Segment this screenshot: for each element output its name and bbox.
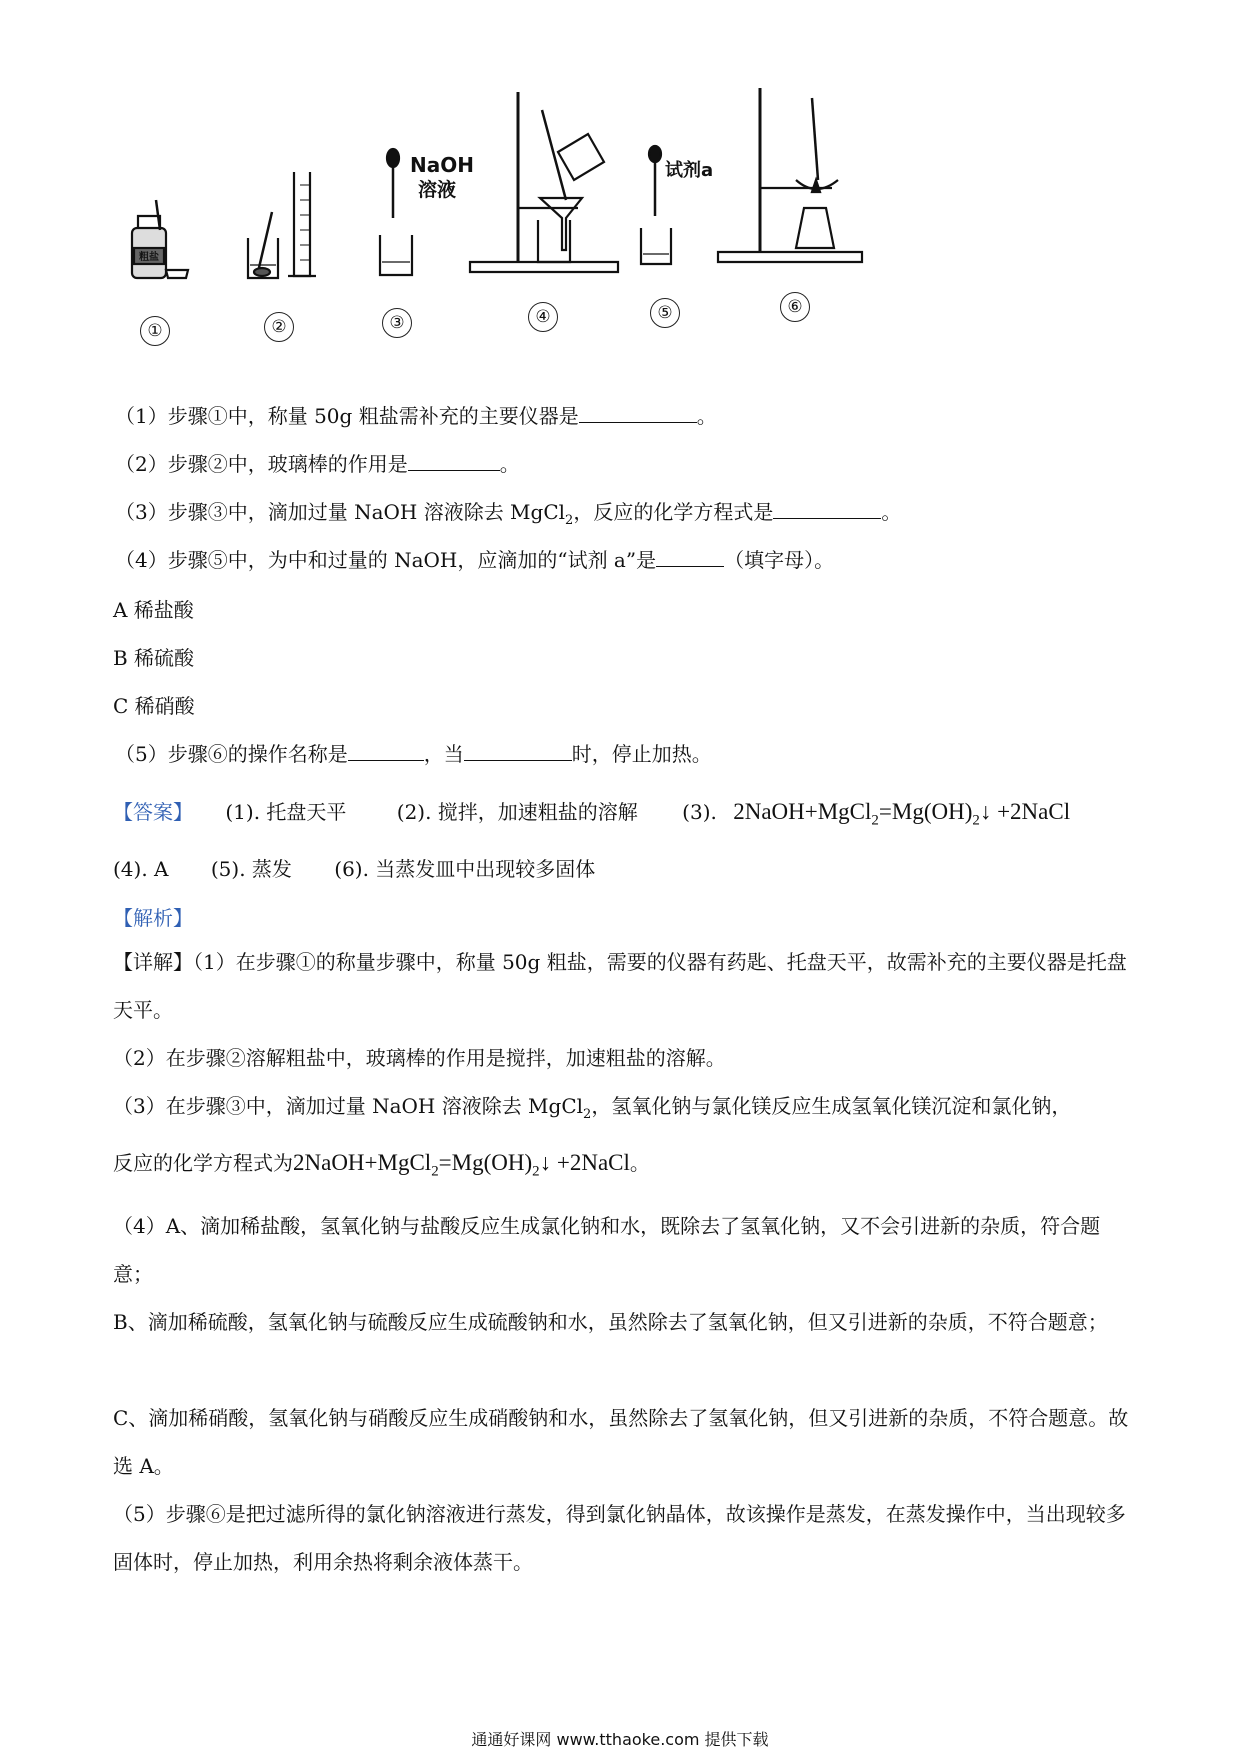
answer-blank-5 (348, 742, 424, 761)
step-number-5: ⑤ (650, 298, 680, 328)
eq-part-2: =Mg(OH) (878, 799, 973, 824)
answer-line-2 (113, 853, 595, 882)
analysis-p3-c: 反应的化学方程式为 (113, 1151, 293, 1175)
answer-5: (5). 蒸发 (210, 857, 292, 881)
question-3-subscript: 2 (565, 513, 574, 528)
detail-label: 【详解】 (113, 950, 193, 974)
analysis-paragraph-2: （2）在步骤②溶解粗盐中，玻璃棒的作用是搅拌，加速粗盐的溶解。 (113, 1046, 726, 1070)
analysis-eq-sub-2: 2 (532, 1163, 540, 1180)
analysis-p3-end: 。 (629, 1151, 650, 1175)
answer-1: (1). 托盘天平 (225, 800, 347, 824)
answer-blank-1 (579, 404, 697, 423)
analysis-eq-sub-1: 2 (431, 1163, 439, 1180)
solution-label: 溶液 (418, 179, 457, 201)
reagent-a-label: 试剂a (665, 160, 714, 181)
answer-6: (6). 当蒸发皿中出现较多固体 (334, 857, 596, 881)
analysis-paragraph-3 (113, 1082, 1131, 1196)
answer-blank-6 (464, 742, 572, 761)
question-3-text: （3）步骤③中，滴加过量 NaOH 溶液除去 MgCl (115, 500, 566, 524)
analysis-p3-b: ，氢氧化钠与氯化镁反应生成氢氧化镁沉淀和氯化钠， (591, 1094, 1072, 1118)
answer-blank-2 (408, 452, 500, 471)
analysis-paragraph-7: （5）步骤⑥是把过滤所得的氯化钠溶液进行蒸发，得到氯化钠晶体，故该操作是蒸发，在蒸发操作中，当出现较多固体时，停止加热，利用余热将剩余液体蒸干。 (113, 1502, 1126, 1574)
evaporation-stand-icon (718, 88, 862, 262)
question-5-mid: ，当 (423, 742, 464, 766)
step-number-1: ① (140, 316, 170, 346)
analysis-paragraph-4: （4）A、滴加稀盐酸，氢氧化钠与盐酸反应生成氯化钠和水，既除去了氢氧化钠，又不会引进新的杂质，符合题意； (113, 1214, 1101, 1286)
step-number-6: ⑥ (780, 292, 810, 322)
analysis-equation (293, 1150, 630, 1180)
naoh-dropper-icon (380, 149, 412, 275)
filtration-stand-icon (470, 92, 618, 272)
question-2-end: 。 (499, 452, 520, 476)
answer-blank-3 (773, 500, 881, 519)
answer-2: (2). 搅拌，加速粗盐的溶解 (396, 800, 638, 824)
question-1 (115, 400, 717, 429)
question-4-end: （填字母）。 (724, 548, 835, 572)
eq-part-3: ↓ +2NaCl (979, 799, 1071, 824)
option-a: A 稀盐酸 (113, 598, 194, 622)
eq-part-1: 2NaOH+MgCl (733, 799, 872, 824)
naoh-label: NaOH (410, 153, 474, 177)
question-4 (115, 544, 834, 573)
answer-label: 【答案】 (113, 800, 193, 824)
question-1-end: 。 (696, 404, 717, 428)
eq-sub-2: 2 (972, 812, 980, 829)
analysis-p1-text: （1）在步骤①的称量步骤中，称量 50g 粗盐，需要的仪器有药匙、托盘天平，故需补充的主要仪器是托盘天平。 (113, 950, 1127, 1022)
option-b: B 稀硫酸 (113, 646, 195, 670)
analysis-paragraph-6: C、滴加稀硝酸，氢氧化钠与硝酸反应生成硝酸钠和水，虽然除去了氢氧化钠，但又引进新的杂质，不符合题意。故选 A。 (113, 1406, 1129, 1478)
apparatus-drawing (100, 80, 1000, 380)
question-4-text: （4）步骤⑤中，为中和过量的 NaOH，应滴加的“试剂 a”是 (115, 548, 657, 572)
graduated-cylinder-icon (288, 172, 316, 276)
answer-4: (4). A (113, 857, 169, 881)
question-3 (115, 496, 901, 528)
dissolving-beaker-icon (248, 212, 278, 278)
analysis-p3-sub: 2 (583, 1107, 592, 1122)
analysis-eq-3: ↓ +2NaCl (539, 1150, 630, 1175)
question-1-text: （1）步骤①中，称量 50g 粗盐需补充的主要仪器是 (115, 404, 579, 428)
answer-line-1 (113, 796, 1070, 830)
answer-3-prefix: (3). (682, 800, 717, 824)
footer-watermark: 通通好课网 www.tthaoke.com 提供下载 (471, 1730, 769, 1749)
experiment-apparatus-figure (100, 80, 1000, 380)
eq-sub-1: 2 (871, 812, 879, 829)
question-5-end: 时，停止加热。 (571, 742, 712, 766)
answer-blank-4 (656, 548, 724, 567)
question-3-mid: ，反应的化学方程式是 (573, 500, 774, 524)
analysis-paragraph-5: B、滴加稀硫酸，氢氧化钠与硫酸反应生成硫酸钠和水，虽然除去了氢氧化钠，但又引进新的杂质，不符合题意； (113, 1310, 1108, 1334)
step-number-3: ③ (382, 308, 412, 338)
analysis-paragraph-1 (113, 938, 1131, 1034)
analysis-eq-2: =Mg(OH) (438, 1150, 533, 1175)
step-number-4: ④ (528, 302, 558, 332)
question-3-end: 。 (881, 500, 902, 524)
jar-label-text: 粗盐 (139, 252, 159, 263)
analysis-eq-1: 2NaOH+MgCl (293, 1150, 432, 1175)
step-number-2: ② (264, 312, 294, 342)
answer-3-equation (733, 799, 1070, 830)
salt-jar-icon (132, 200, 188, 278)
question-5-text: （5）步骤⑥的操作名称是 (115, 742, 348, 766)
question-2-text: （2）步骤②中，玻璃棒的作用是 (115, 452, 408, 476)
analysis-label: 【解析】 (113, 906, 193, 930)
option-c: C 稀硝酸 (113, 694, 195, 718)
analysis-p3-a: （3）在步骤③中，滴加过量 NaOH 溶液除去 MgCl (113, 1094, 584, 1118)
question-2 (115, 448, 520, 477)
question-5 (115, 738, 712, 767)
